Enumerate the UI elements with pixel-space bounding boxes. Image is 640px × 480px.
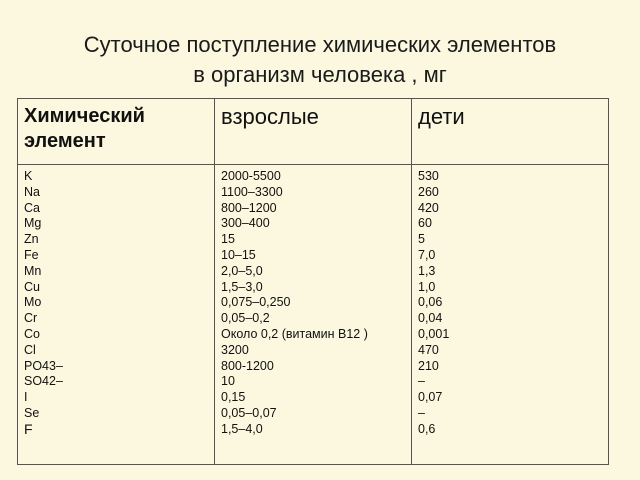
children-cell: 210 — [418, 358, 439, 373]
table-body-row — [18, 165, 609, 465]
adults-cell: 1,5–4,0 — [221, 421, 263, 436]
adults-cell: 3200 — [221, 342, 249, 357]
adults-cell: 2000-5500 — [221, 169, 281, 183]
children-cell: 1,0 — [418, 279, 436, 294]
adults-column — [215, 165, 412, 465]
children-cell: 420 — [418, 200, 439, 215]
element-cell: Cu — [24, 279, 40, 294]
children-cell: 0,06 — [418, 295, 443, 310]
children-cell: 470 — [418, 342, 439, 357]
adults-cell: 300–400 — [221, 216, 270, 231]
page-title — [0, 30, 640, 90]
elements-intake-table — [17, 98, 609, 465]
children-cell: 530 — [418, 169, 439, 183]
table-header-row — [18, 99, 609, 165]
element-cell: Na — [24, 184, 40, 199]
element-cell: F — [24, 420, 33, 437]
children-cell: 260 — [418, 184, 439, 199]
element-cell: Ca — [24, 200, 40, 215]
adults-cell: Около 0,2 (витамин B12 ) — [221, 326, 368, 341]
header-children: дети — [412, 99, 609, 165]
children-cell: 5 — [418, 232, 425, 247]
element-cell: Mo — [24, 295, 42, 310]
header-adults: взрослые — [215, 99, 412, 165]
children-cell: 0,04 — [418, 311, 443, 326]
element-cell: Cr — [24, 311, 38, 326]
element-cell: Mg — [24, 216, 42, 231]
element-cell: SO42– — [24, 374, 63, 389]
adults-cell: 0,15 — [221, 390, 246, 405]
children-cell: – — [418, 405, 425, 420]
element-cell: Mn — [24, 263, 42, 278]
element-cell: I — [24, 390, 28, 405]
adults-cell: 0,05–0,2 — [221, 311, 270, 326]
children-cell: 0,6 — [418, 421, 436, 436]
element-cell: PO43– — [24, 358, 63, 373]
title-line-2: в организм человека , мг — [193, 62, 447, 87]
adults-cell: 2,0–5,0 — [221, 263, 263, 278]
element-cell: Co — [24, 326, 40, 341]
adults-cell: 800-1200 — [221, 358, 274, 373]
children-cell: 0,07 — [418, 390, 443, 405]
adults-cell: 0,075–0,250 — [221, 295, 291, 310]
header-element: Химический элемент — [18, 99, 215, 165]
children-cell: 60 — [418, 216, 432, 231]
adults-cell: 800–1200 — [221, 200, 277, 215]
title-line-1: Суточное поступление химических элементов — [83, 32, 557, 57]
element-cell: Fe — [24, 247, 39, 262]
adults-cell: 10–15 — [221, 247, 256, 262]
adults-cell: 1100–3300 — [221, 184, 283, 199]
adults-cell: 15 — [221, 232, 235, 247]
element-cell: K — [24, 169, 33, 183]
adults-cell: 10 — [221, 374, 235, 389]
children-column — [412, 165, 609, 465]
children-cell: 7,0 — [418, 247, 436, 262]
element-cell: Cl — [24, 342, 36, 357]
adults-cell: 0,05–0,07 — [221, 405, 277, 420]
children-cell: 0,001 — [418, 326, 450, 341]
element-cell: Se — [24, 405, 40, 420]
children-cell: 1,3 — [418, 263, 436, 278]
children-cell: – — [418, 374, 425, 389]
element-column — [18, 165, 215, 465]
element-cell: Zn — [24, 232, 39, 247]
adults-cell: 1,5–3,0 — [221, 279, 263, 294]
